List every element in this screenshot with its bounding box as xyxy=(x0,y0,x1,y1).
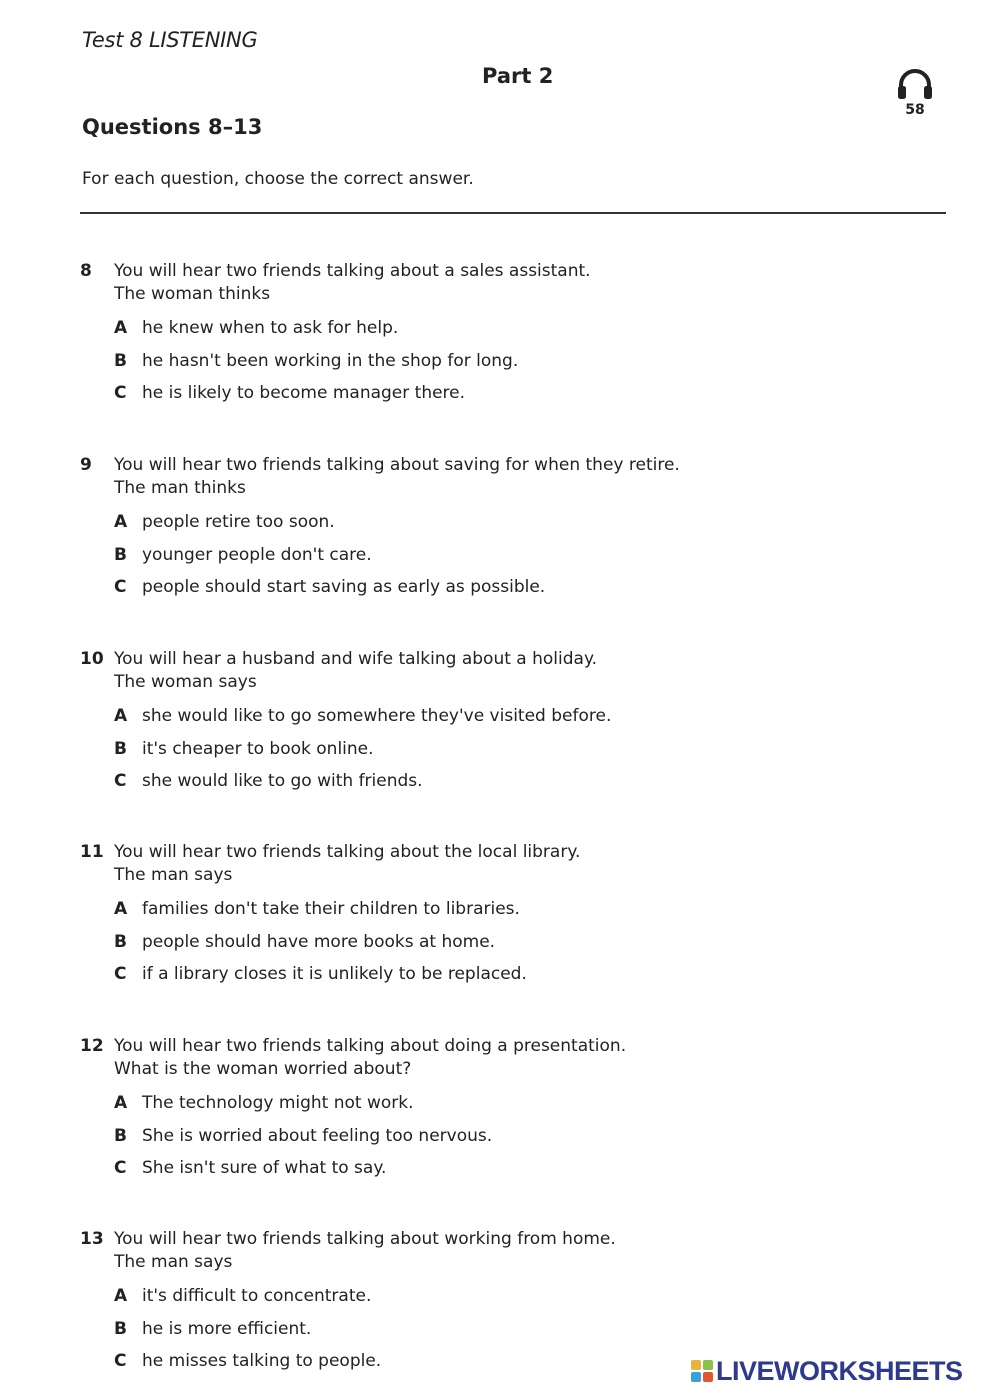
option-list xyxy=(80,510,960,608)
question-12 xyxy=(80,1034,960,1178)
question-stem: You will hear two friends talking about doing a presentation. xyxy=(114,1036,627,1056)
option-letter: C xyxy=(114,577,127,597)
question-9 xyxy=(80,453,960,597)
option-text: She isn't sure of what to say. xyxy=(142,1158,387,1178)
option-letter: A xyxy=(114,1286,128,1306)
option-text: She is worried about feeling too nervous. xyxy=(142,1125,493,1146)
question-lead: The man says xyxy=(114,1252,233,1272)
test-label: Test 8 LISTENING xyxy=(82,28,258,52)
option-letter: B xyxy=(114,931,127,952)
liveworksheets-brand[interactable] xyxy=(690,1356,963,1386)
option-list xyxy=(80,897,960,995)
option-text: if a library closes it is unlikely to be replaced. xyxy=(142,964,527,984)
option-letter: C xyxy=(114,771,127,791)
option-b[interactable] xyxy=(80,1317,960,1350)
option-list xyxy=(80,1091,960,1189)
brand-name: LIVEWORKSHEETS xyxy=(716,1355,963,1386)
option-text: families don't take their children to libraries. xyxy=(142,899,520,919)
option-text: he knew when to ask for help. xyxy=(142,318,399,338)
option-letter: C xyxy=(114,964,127,984)
option-a[interactable] xyxy=(80,510,960,543)
question-number: 9 xyxy=(80,455,92,475)
question-stem: You will hear a husband and wife talking about a holiday. xyxy=(114,649,597,669)
option-letter: A xyxy=(114,899,128,919)
audio-track xyxy=(892,64,938,122)
option-text: he is likely to become manager there. xyxy=(142,383,466,403)
part-title: Part 2 xyxy=(482,64,554,88)
option-letter: A xyxy=(114,1093,128,1113)
question-number: 10 xyxy=(80,649,104,669)
option-a[interactable] xyxy=(80,704,960,737)
option-c[interactable] xyxy=(80,575,960,608)
option-c[interactable] xyxy=(80,962,960,995)
question-stem: You will hear two friends talking about working from home. xyxy=(114,1229,616,1249)
question-number: 13 xyxy=(80,1229,104,1249)
option-text: it's cheaper to book online. xyxy=(142,738,374,759)
option-c[interactable] xyxy=(80,381,960,414)
option-a[interactable] xyxy=(80,1091,960,1124)
question-lead: The woman says xyxy=(114,672,257,692)
option-text: he misses talking to people. xyxy=(142,1351,382,1371)
option-letter: C xyxy=(114,1351,127,1371)
option-text: The technology might not work. xyxy=(142,1093,414,1113)
option-a[interactable] xyxy=(80,316,960,349)
option-letter: B xyxy=(114,738,127,759)
question-stem: You will hear two friends talking about saving for when they retire. xyxy=(114,455,680,475)
option-text: she would like to go somewhere they've visited before. xyxy=(142,706,612,726)
option-c[interactable] xyxy=(80,769,960,802)
option-b[interactable] xyxy=(80,349,960,382)
questions-heading: Questions 8–13 xyxy=(82,115,263,139)
option-b[interactable] xyxy=(80,737,960,770)
option-b[interactable] xyxy=(80,1124,960,1157)
option-letter: A xyxy=(114,512,128,532)
question-lead: The man thinks xyxy=(114,478,246,498)
track-number: 58 xyxy=(905,102,925,118)
question-lead: What is the woman worried about? xyxy=(114,1059,412,1079)
option-text: he is more efficient. xyxy=(142,1318,312,1339)
question-8 xyxy=(80,259,960,403)
option-letter: B xyxy=(114,1318,127,1339)
question-lead: The man says xyxy=(114,865,233,885)
option-letter: B xyxy=(114,350,127,371)
liveworksheets-logo-icon xyxy=(690,1359,714,1383)
option-letter: B xyxy=(114,544,127,565)
question-number: 8 xyxy=(80,261,92,281)
option-text: people retire too soon. xyxy=(142,512,335,532)
option-letter: A xyxy=(114,318,128,338)
option-list xyxy=(80,704,960,802)
instruction: For each question, choose the correct answer. xyxy=(82,169,474,189)
question-11 xyxy=(80,840,960,984)
option-letter: C xyxy=(114,1158,127,1178)
question-number: 12 xyxy=(80,1036,104,1056)
option-c[interactable] xyxy=(80,1156,960,1189)
question-stem: You will hear two friends talking about a sales assistant. xyxy=(114,261,591,281)
divider xyxy=(80,212,946,214)
question-10 xyxy=(80,647,960,791)
option-list xyxy=(80,316,960,414)
option-letter: B xyxy=(114,1125,127,1146)
option-letter: C xyxy=(114,383,127,403)
question-stem: You will hear two friends talking about the local library. xyxy=(114,842,581,862)
option-a[interactable] xyxy=(80,1284,960,1317)
option-text: he hasn't been working in the shop for long. xyxy=(142,350,519,371)
option-letter: A xyxy=(114,706,128,726)
option-b[interactable] xyxy=(80,543,960,576)
question-number: 11 xyxy=(80,842,104,862)
option-text: she would like to go with friends. xyxy=(142,771,423,791)
headphones-icon xyxy=(892,64,938,104)
question-lead: The woman thinks xyxy=(114,284,271,304)
option-text: people should start saving as early as possible. xyxy=(142,577,546,597)
option-a[interactable] xyxy=(80,897,960,930)
option-text: people should have more books at home. xyxy=(142,931,496,952)
option-b[interactable] xyxy=(80,930,960,963)
option-text: younger people don't care. xyxy=(142,544,372,565)
option-text: it's difficult to concentrate. xyxy=(142,1286,372,1306)
